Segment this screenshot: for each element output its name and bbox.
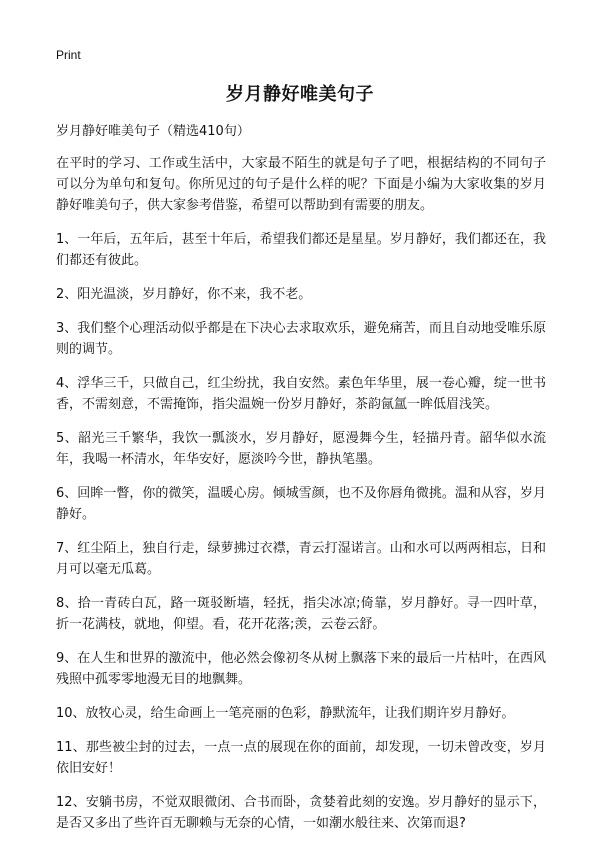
sentence-item-6: 6、回眸一瞥，你的微笑，温暖心房。倾城雪颜，也不及你唇角微挑。温和从容，岁月静好。 <box>56 486 546 522</box>
sentence-item-1: 1、一年后，五年后，甚至十年后，希望我们都还是星星。岁月静好，我们都还在，我们都还有彼此。 <box>56 232 546 268</box>
sentence-item-2: 2、阳光温淡，岁月静好，你不来，我不老。 <box>56 287 312 302</box>
sentence-item-9: 9、在人生和世界的激流中，他必然会像初冬从树上飘落下来的最后一片枯叶，在西风残照中孤零零地漫无目的地飘舞。 <box>56 651 546 687</box>
sentence-item-10: 10、放牧心灵，给生命画上一笔亮丽的色彩，静默流年，让我们期许岁月静好。 <box>56 706 515 721</box>
sentence-item-3: 3、我们整个心理活动似乎都是在下决心去求取欢乐，避免痛苦，而且自动地受唯乐原则的调节。 <box>56 321 546 357</box>
sentence-item-12: 12、安躺书房，不觉双眼微闭、合书而卧，贪婪着此刻的安逸。岁月静好的显示下，是否又多出了些许百无聊赖与无奈的心情，一如潮水般往来、次第而退? <box>56 795 546 831</box>
article-subtitle: 岁月静好唯美句子（精选410句） <box>56 124 250 139</box>
sentence-item-7: 7、红尘陌上，独自行走，绿萝拂过衣襟，青云打湿诺言。山和水可以两两相忘，日和月可以毫无瓜葛。 <box>56 541 546 577</box>
sentence-item-5: 5、韶光三千繁华，我饮一瓢淡水，岁月静好，愿漫舞今生，轻描丹青。韶华似水流年，我喝一杯清水，年华安好，愿淡吟今世，静执笔墨。 <box>56 431 546 467</box>
article-body <box>56 121 546 847</box>
sentence-item-11: 11、那些被尘封的过去，一点一点的展现在你的面前，却发现，一切未曾改变，岁月依旧安好！ <box>56 740 546 776</box>
page-title: 岁月静好唯美句子 <box>226 84 374 105</box>
sentence-item-8: 8、拾一青砖白瓦，路一斑驳断墙，轻抚，指尖冰凉;倚靠，岁月静好。寻一四叶草，折一花满枝，就地，仰望。看，花开花落;羡，云卷云舒。 <box>56 596 546 632</box>
intro-paragraph: 在平时的学习、工作或生活中，大家最不陌生的就是句子了吧，根据结构的不同句子可以分为单句和复句。你所见过的句子是什么样的呢？下面是小编为大家收集的岁月静好唯美句子，供大家参考借鉴，希望可以帮助到有需要的朋友。 <box>56 156 546 213</box>
sentence-item-4: 4、浮华三千，只做自己，红尘纷扰，我自安然。素色年华里，展一卷心瓣，绽一世书香，不需刻意，不需掩饰，指尖温婉一份岁月静好，茶韵氤氲一眸低眉浅笑。 <box>56 376 546 412</box>
print-link[interactable]: Print <box>56 48 81 62</box>
